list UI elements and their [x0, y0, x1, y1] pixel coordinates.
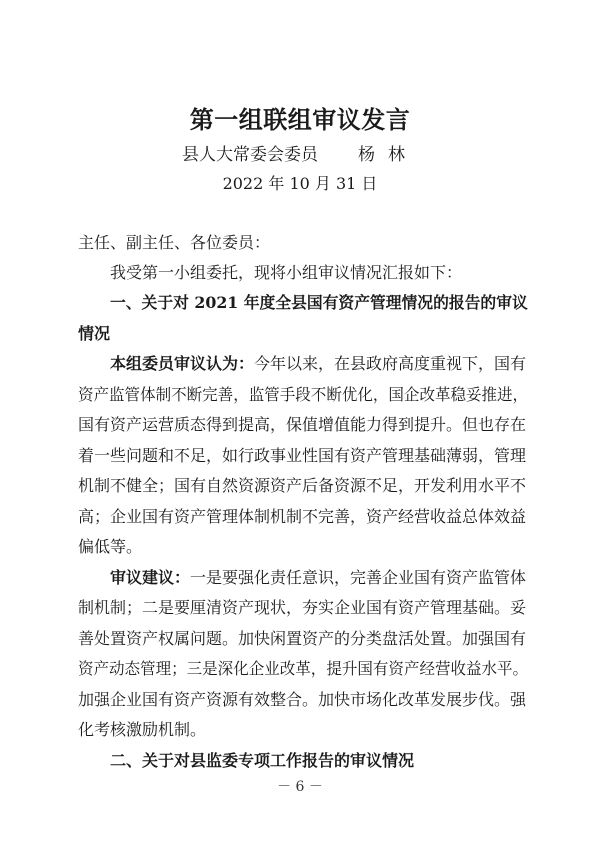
opinion-text: 资产监管体制不断完善，监管手段不断优化，国企改革稳妥推进， [78, 385, 529, 404]
speaker-byline [0, 143, 600, 167]
suggestion-label: 审议建议： [110, 568, 191, 587]
speaker-name: 杨林 [358, 145, 418, 165]
section2-heading: 二、关于对县监委专项工作报告的审议情况 [110, 751, 415, 770]
opinion-text: 国有资产运营质态得到提高，保值增值能力得到提升。但也存在 [78, 415, 527, 434]
opinion-text: 高；企业国有资产管理体制机制不完善，资产经营收益总体效益 [78, 507, 527, 526]
opinion-text: 机制不健全；国有自然资源资产后备资源不足，开发利用水平不 [78, 476, 527, 495]
suggestion-text: 资产动态管理；三是深化企业改革，提升国有资产经营收益水平。 [78, 659, 529, 678]
opinion-text: 今年以来，在县政府高度重视下，国有 [254, 354, 527, 373]
suggestion-text: 善处置资产权属问题。加快闲置资产的分类盘活处置。加强国有 [78, 629, 527, 648]
salutation: 主任、副主任、各位委员： [78, 233, 271, 252]
suggestion-text: 加强企业国有资产资源有效整合。加快市场化改革发展步伐。强 [78, 690, 527, 709]
opinion-text: 偏低等。 [78, 537, 143, 556]
suggestion-text: 化考核激励机制。 [78, 720, 207, 739]
section1-heading: 一、关于对 2021 年度全县国有资产管理情况的报告的审议 [110, 293, 528, 312]
opinion-label: 本组委员审议认为： [110, 354, 255, 373]
opinion-text: 着一些问题和不足，如行政事业性国有资产管理基础薄弱，管理 [78, 446, 527, 465]
page-number: － 6 － [277, 779, 323, 795]
suggestion-text: 制机制；二是要厘清资产现状，夯实企业国有资产管理基础。妥 [78, 598, 527, 617]
speaker-role: 县人大常委会委员 [182, 145, 318, 165]
section1-heading-cont: 情况 [78, 324, 111, 343]
suggestion-text: 一是要强化责任意识，完善企业国有资产监管体 [190, 568, 527, 587]
intro-paragraph: 我受第一小组委托，现将小组审议情况汇报如下： [110, 263, 463, 282]
document-title: 第一组联组审议发言 [189, 105, 411, 134]
document-date: 2022 年 10 月 31 日 [222, 174, 378, 193]
